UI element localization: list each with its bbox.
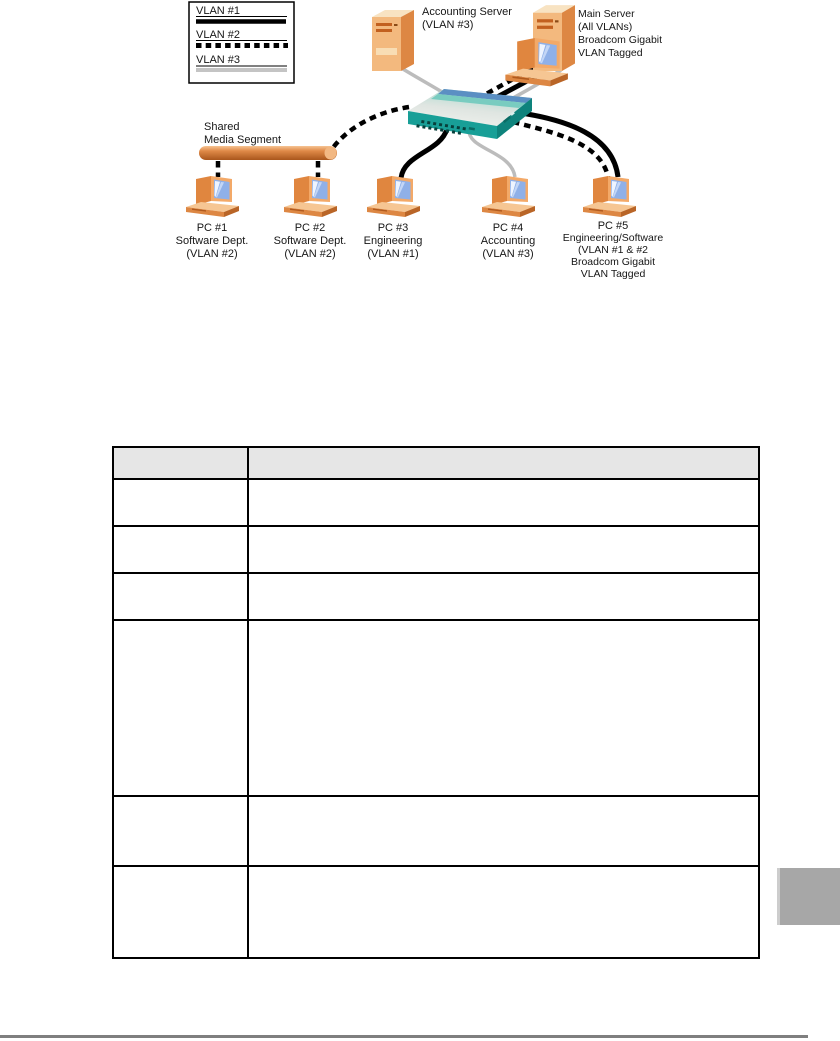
pc1-label	[176, 222, 249, 260]
svg-text:Software Dept.: Software Dept.	[175, 235, 249, 247]
legend-label-vlan2: VLAN #2	[196, 29, 241, 41]
vlan-network-diagram	[0, 0, 840, 300]
table-cell	[113, 573, 248, 620]
main-server-label-line2: (All VLANs)	[578, 21, 633, 33]
table-cell	[113, 620, 248, 796]
svg-text:PC #5: PC #5	[597, 220, 629, 232]
svg-text:Software Dept.: Software Dept.	[273, 235, 347, 247]
pc5-label	[563, 220, 664, 280]
link-switch-media-segment	[332, 107, 409, 149]
legend-box	[189, 2, 294, 83]
table-row	[113, 796, 759, 866]
switch-icon	[408, 89, 532, 139]
pc2-label	[274, 222, 347, 260]
table-cell	[248, 620, 759, 796]
svg-text:Broadcom Gigabit: Broadcom Gigabit	[570, 256, 656, 268]
table-row	[113, 620, 759, 796]
pc4-label	[481, 222, 535, 260]
svg-text:(VLAN #2): (VLAN #2)	[284, 248, 336, 260]
link-pc3	[401, 129, 447, 178]
svg-text:(VLAN #1 & #2: (VLAN #1 & #2	[577, 244, 649, 256]
svg-text:PC #4: PC #4	[492, 222, 524, 234]
link-pc5-vlan2	[513, 122, 608, 177]
main-server-label-line3: Broadcom Gigabit	[578, 34, 663, 46]
legend-label-vlan3: VLAN #3	[196, 54, 241, 66]
shared-media-label-line1: Shared	[204, 121, 240, 133]
table-cell	[248, 479, 759, 526]
table-row	[113, 866, 759, 958]
svg-text:(VLAN #3): (VLAN #3)	[482, 248, 534, 260]
table-cell	[248, 526, 759, 573]
pc5-icon	[583, 176, 636, 217]
table-row	[113, 526, 759, 573]
accounting-server-label-line2: (VLAN #3)	[422, 19, 474, 31]
pc3-label	[364, 222, 423, 260]
pc2-icon	[284, 176, 337, 217]
table-cell	[248, 796, 759, 866]
table-cell	[248, 573, 759, 620]
legend-label-vlan1: VLAN #1	[196, 5, 241, 17]
table-header-row	[113, 447, 759, 479]
svg-text:(VLAN #2): (VLAN #2)	[186, 248, 238, 260]
table-header-cell	[113, 447, 248, 479]
table-header-cell	[248, 447, 759, 479]
svg-text:PC #3: PC #3	[377, 222, 409, 234]
table-cell	[113, 796, 248, 866]
svg-text:VLAN Tagged: VLAN Tagged	[580, 268, 646, 280]
footer-rule	[0, 1035, 808, 1038]
svg-text:Engineering: Engineering	[363, 235, 423, 247]
table-cell	[113, 526, 248, 573]
svg-text:Accounting: Accounting	[480, 235, 536, 247]
config-table	[112, 446, 760, 959]
main-server-label-line1: Main Server	[578, 8, 635, 20]
page-edge-tab	[777, 868, 840, 925]
main-server-label-line4: VLAN Tagged	[578, 47, 643, 59]
svg-text:PC #1: PC #1	[196, 222, 228, 234]
table-row	[113, 479, 759, 526]
pc4-icon	[482, 176, 535, 217]
svg-text:(VLAN #1): (VLAN #1)	[367, 248, 419, 260]
pc1-icon	[186, 176, 239, 217]
accounting-server-label-line1: Accounting Server	[422, 6, 512, 18]
table-cell	[248, 866, 759, 958]
shared-media-label-line2: Media Segment	[204, 134, 282, 146]
svg-text:Engineering/Software: Engineering/Software	[562, 232, 664, 244]
svg-text:PC #2: PC #2	[294, 222, 326, 234]
accounting-server-icon	[372, 10, 414, 71]
table-cell	[113, 479, 248, 526]
main-server-icon	[505, 5, 575, 86]
table-cell	[113, 866, 248, 958]
shared-media-segment-icon	[199, 146, 337, 160]
table-row	[113, 573, 759, 620]
pc3-icon	[367, 176, 420, 217]
